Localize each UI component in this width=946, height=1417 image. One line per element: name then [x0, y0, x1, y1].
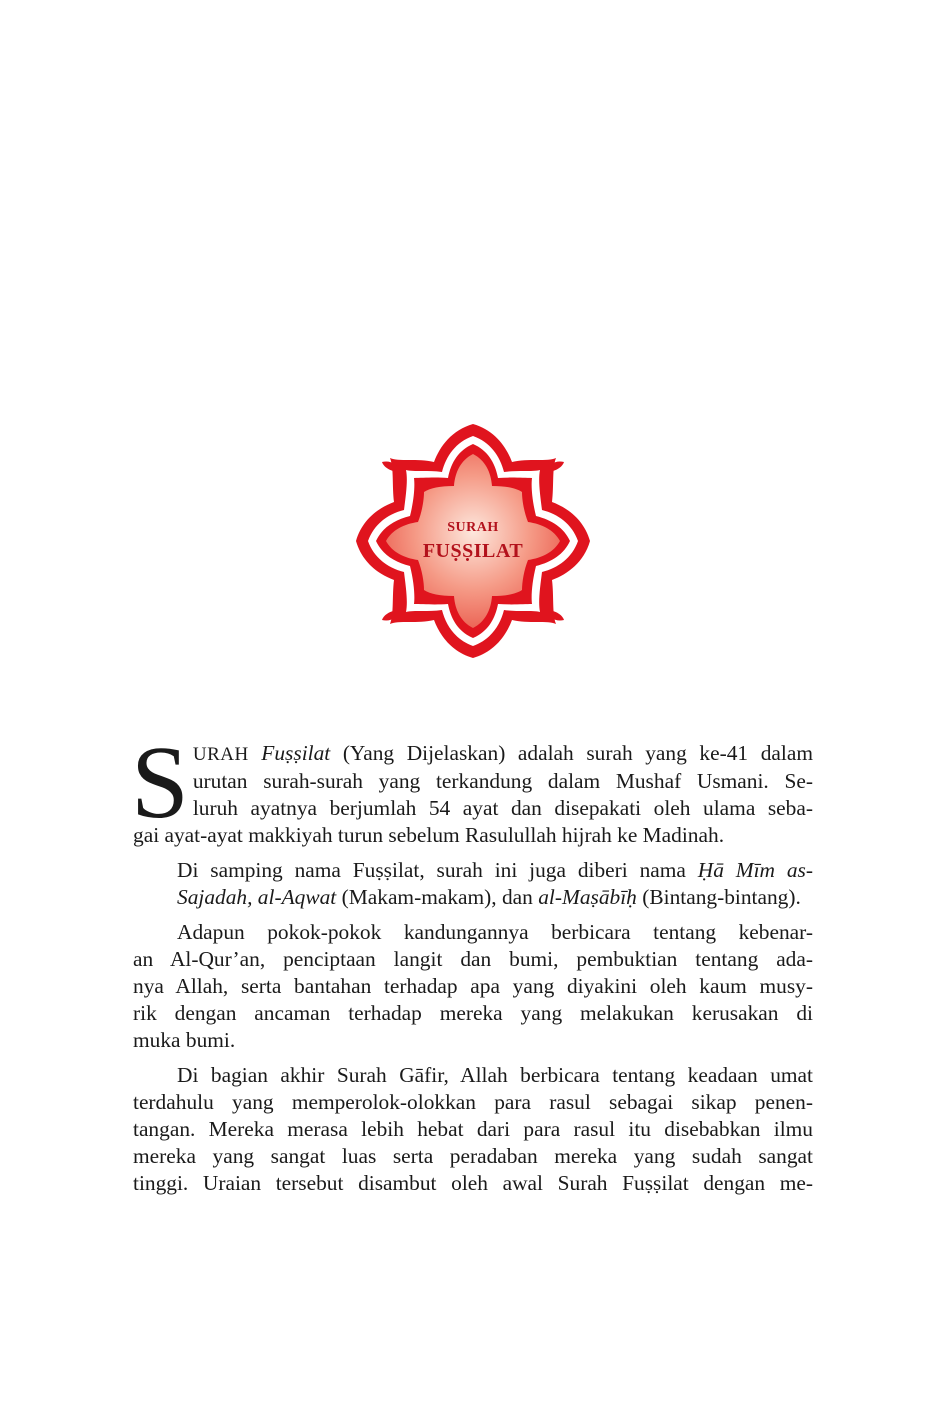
p1-line-2: urutan surah-surah yang terkandung dalam Mushaf Usmani. Se- [192, 769, 813, 793]
p4-line-4: mereka yang sangat luas serta peradaban mereka yang sudah sangat [133, 1144, 813, 1168]
p3-line-2: an Al-Qur’an, penciptaan langit dan bumi, pembuktian tentang ada- [133, 947, 813, 971]
p2-line-1 [133, 857, 813, 884]
p2-line-1-b: Ḥā Mīm as- [697, 858, 813, 882]
p3-line-1: Adapun pokok-pokok kandungannya berbicara tentang kebenar- [177, 920, 813, 944]
p4-line-3: tangan. Mereka merasa lebih hebat dari para rasul itu disebabkan ilmu [133, 1117, 813, 1141]
p3-line-5: muka bumi. [133, 1028, 236, 1052]
surah-label: SURAH [447, 520, 499, 535]
p1-lead: URAH [192, 744, 249, 765]
p2-line-2-a: Sajadah, al-Aqwat [177, 885, 337, 909]
p4-line-5: tinggi. Uraian tersebut disambut oleh awal Surah Fuṣṣilat dengan me- [133, 1171, 813, 1195]
p4-line-1: Di bagian akhir Surah Gāfir, Allah berbicara tentang keadaan umat [177, 1063, 813, 1087]
p2-line-1-a: Di samping nama Fuṣṣilat, surah ini juga diberi nama [177, 858, 686, 882]
p3-line-4: rik dengan ancaman terhadap mereka yang melakukan kerusakan di [133, 1001, 813, 1025]
p1-line-1 [133, 740, 813, 768]
p1-line-3: luruh ayatnya berjumlah 54 ayat dan disepakati oleh ulama seba- [192, 796, 813, 820]
surah-name: FUṢṢILAT [422, 540, 524, 562]
paragraph-4 [133, 1062, 813, 1197]
body-text [131, 725, 813, 1205]
p3-line-3: nya Allah, serta bantahan terhadap apa yang diyakini oleh kaum musy- [133, 974, 813, 998]
p4-line-2: terdahulu yang memperolok-olokkan para rasul sebagai sikap penen- [133, 1090, 813, 1114]
p1-line-4: gai ayat-ayat makkiyah turun sebelum Rasulullah hijrah ke Madinah. [133, 823, 725, 847]
paragraph-1 [131, 725, 813, 849]
paragraph-2 [133, 857, 813, 911]
drop-cap: S [131, 725, 189, 840]
p2-line-2-d: (Bintang-bintang). [642, 885, 801, 909]
p2-line-2-c: al-Maṣābīḥ [538, 885, 637, 909]
p2-line-2 [133, 884, 813, 911]
p2-line-2-b: (Makam-makam), dan [341, 885, 533, 909]
paragraph-3 [133, 919, 813, 1054]
p1-italic-title: Fuṣṣilat [261, 741, 331, 765]
p1-line-1-rest: (Yang Dijelaskan) adalah surah yang ke-41 dalam [342, 741, 813, 765]
